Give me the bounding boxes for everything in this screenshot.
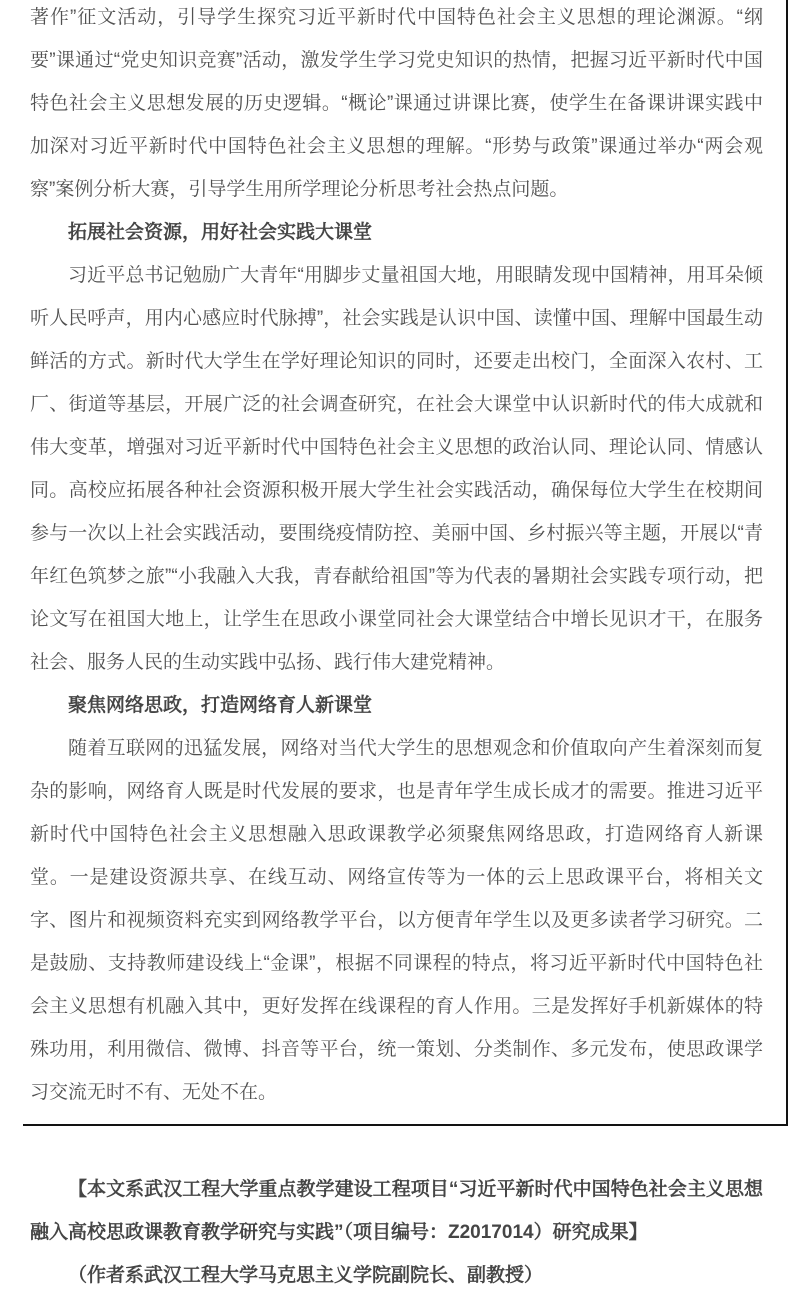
author-note: （作者系武汉工程大学马克思主义学院副院长、副教授） [68,1265,544,1286]
project-funding-note: 【本文系武汉工程大学重点教学建设工程项目“习近平新时代中国特色社会主义思想融入高校思政课教育教学研究与实践”（项目编号：Z2017014）研究成果】 [30,1179,763,1243]
paragraph-continuation: 著作”征文活动，引导学生探究习近平新时代中国特色社会主义思想的理论渊源。“纲要”课通过“党史知识竞赛”活动，激发学生学习党史知识的热情，把握习近平新时代中国特色社会主义思想发展的历史逻辑。“概论”课通过讲课比赛，使学生在备课讲课实践中加深对习近平新时代中国特色社会主义思想的理解。“形势与政策”课通过举办“两会观察”案例分析大赛，引导学生用所学理论分析思考社会热点问题。 [30,7,763,200]
article-content [30,0,763,1297]
frame-bottom-border [23,1124,788,1126]
section-heading-social-practice: 拓展社会资源，用好社会实践大课堂 [68,222,373,243]
paragraph-network-education: 随着互联网的迅猛发展，网络对当代大学生的思想观念和价值取向产生着深刻而复杂的影响，网络育人既是时代发展的要求，也是青年学生成长成才的需要。推进习近平新时代中国特色社会主义思想融入思政课教学必须聚焦网络思政，打造网络育人新课堂。一是建设资源共享、在线互动、网络宣传等为一体的云上思政课平台，将相关文字、图片和视频资料充实到网络教学平台，以方便青年学生以及更多读者学习研究。二是鼓励、支持教师建设线上“金课”，根据不同课程的特点，将习近平新时代中国特色社会主义思想有机融入其中，更好发挥在线课程的育人作用。三是发挥好手机新媒体的特殊功用，利用微信、微博、抖音等平台，统一策划、分类制作、多元发布，使思政课学习交流无时不有、无处不在。 [30,738,763,1103]
frame-right-border [786,0,788,1126]
paragraph-social-practice: 习近平总书记勉励广大青年“用脚步丈量祖国大地，用眼睛发现中国精神，用耳朵倾听人民呼声，用内心感应时代脉搏”，社会实践是认识中国、读懂中国、理解中国最生动鲜活的方式。新时代大学生在学好理论知识的同时，还要走出校门，全面深入农村、工厂、街道等基层，开展广泛的社会调查研究，在社会大课堂中认识新时代的伟大成就和伟大变革，增强对习近平新时代中国特色社会主义思想的政治认同、理论认同、情感认同。高校应拓展各种社会资源积极开展大学生社会实践活动，确保每位大学生在校期间参与一次以上社会实践活动，要围绕疫情防控、美丽中国、乡村振兴等主题，开展以“青年红色筑梦之旅”“小我融入大我，青春献给祖国”等为代表的暑期社会实践专项行动，把论文写在祖国大地上，让学生在思政小课堂同社会大课堂结合中增长见识才干，在服务社会、服务人民的生动实践中弘扬、践行伟大建党精神。 [30,265,763,673]
section-heading-network-education: 聚焦网络思政，打造网络育人新课堂 [68,695,373,716]
